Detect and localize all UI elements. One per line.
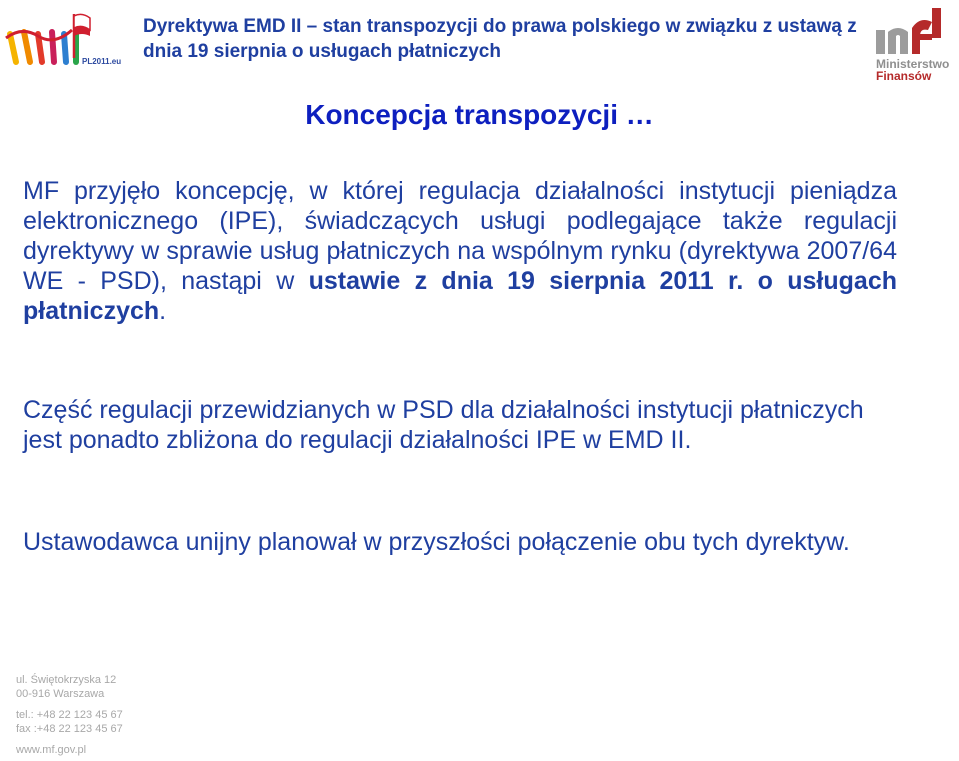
footer-address	[16, 673, 116, 701]
pl2011-presidency-logo	[2, 12, 122, 68]
footer-street: ul. Świętokrzyska 12	[16, 674, 117, 686]
paragraph-psd-similarity: Część regulacji przewidzianych w PSD dla działalności instytucji płatniczych jest ponadto zbliżona do regulacji działalności IPE w EMD II.	[23, 396, 864, 454]
mf-logo-line1: Ministerstwo	[876, 57, 950, 71]
footer-fax: fax :+48 22 123 45 67	[16, 723, 123, 735]
header-title: Dyrektywa EMD II – stan transpozycji do prawa polskiego w związku z ustawą z dnia 19 sierpnia o usługach płatniczych	[143, 16, 857, 62]
footer-website-link[interactable]: www.mf.gov.pl	[16, 744, 87, 756]
mf-logo-line2: Finansów	[876, 69, 932, 83]
logo-text: PL2011.eu	[82, 57, 122, 66]
paragraph-concept-end: .	[159, 297, 167, 325]
paragraph-future-merge: Ustawodawca unijny planował w przyszłości połączenie obu tych dyrektyw.	[23, 528, 850, 556]
paragraph-concept-text: MF przyjęło koncepcję, w której regulacja działalności instytucji pieniądza elektronicznego (IPE), świadczących usługi podlegające także regulacji dyrektywy w sprawie usług płatniczych na wspólnym rynku (dyrektywa 2007/64 WE - PSD), nastąpi w	[23, 177, 897, 295]
act-reference: ustawie z dnia 19 sierpnia 2011 r. o usługach płatniczych	[23, 267, 897, 325]
footer-tel: tel.: +48 22 123 45 67	[16, 709, 123, 721]
footer-city: 00-916 Warszawa	[16, 688, 105, 700]
paragraph-concept	[23, 176, 897, 326]
footer-contact	[16, 708, 123, 736]
section-title: Koncepcja transpozycji …	[305, 99, 654, 130]
